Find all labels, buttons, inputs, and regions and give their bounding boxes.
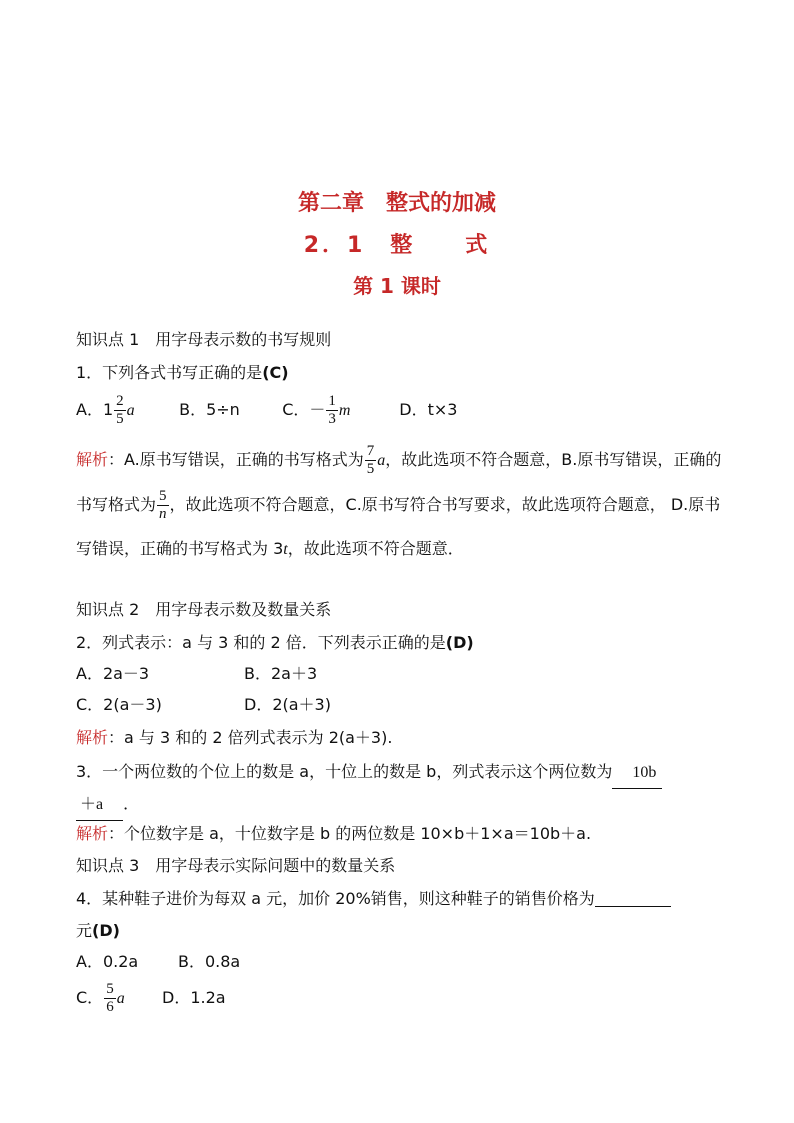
question-4-blank — [595, 890, 671, 907]
fraction-denominator: 3 — [328, 411, 336, 427]
variable: a — [116, 990, 125, 1007]
question-4-stem — [76, 889, 671, 909]
analysis-fraction-1 — [365, 443, 377, 478]
q1-option-a-fraction — [114, 393, 126, 428]
question-2-answer: (D) — [445, 633, 474, 652]
question-4-unit: 元 — [76, 921, 93, 940]
answer-text: 10b — [632, 764, 657, 781]
analysis-label: 解析 — [76, 728, 109, 747]
analysis-text: ：个位数字是 a，十位数字是 b 的两位数是 10×b＋1×a＝10b＋a. — [108, 824, 592, 843]
analysis-text: ：A.原书写错误，正确的书写格式为 — [108, 450, 364, 469]
knowledge-point-2: 知识点 2 用字母表示数及数量关系 — [76, 600, 332, 619]
question-2-stem — [76, 633, 474, 653]
q1-option-a — [76, 392, 174, 429]
q4-option-c-fraction — [104, 981, 116, 1016]
q4-option-c — [76, 979, 162, 1018]
fraction-denominator: n — [159, 506, 167, 522]
analysis-text: ，故此选项不符合题意． — [287, 539, 464, 558]
fraction-numerator: 5 — [106, 981, 114, 997]
variable: m — [338, 402, 351, 419]
question-4-stem-cont — [76, 921, 120, 941]
fraction-denominator: 5 — [366, 461, 375, 477]
q1-option-a-label: A．1 — [76, 400, 114, 419]
analysis-text: ，故此选项不符合题意，B.原书写错误，正确的书写格式为 — [76, 450, 722, 514]
question-3-answer-blank — [612, 757, 662, 789]
question-4-answer: (D) — [92, 921, 120, 940]
chapter-title: 第二章 整式的加减 — [297, 191, 496, 216]
question-3-analysis — [76, 824, 591, 844]
fraction-denominator: 5 — [116, 411, 124, 427]
sentence-end: ． — [123, 794, 140, 813]
fraction-numerator: 1 — [328, 393, 336, 409]
question-2-options-row-1 — [76, 664, 317, 684]
q1-option-d: D．t×3 — [399, 400, 458, 419]
q4-option-c-label: C． — [76, 988, 104, 1007]
variable: a — [126, 402, 135, 419]
variable: a — [377, 452, 386, 469]
knowledge-point-1: 知识点 1 用字母表示数的书写规则 — [76, 330, 332, 349]
fraction-numerator: 2 — [116, 393, 124, 409]
question-1-answer: (C) — [262, 363, 289, 382]
q1-option-c-fraction — [326, 393, 338, 428]
analysis-fraction-2 — [157, 488, 169, 523]
question-2-text: 2．列式表示：a 与 3 和的 2 倍．下列表示正确的是 — [76, 633, 446, 652]
section-title: 2．1 整 式 — [303, 233, 491, 258]
question-1-analysis — [76, 438, 724, 572]
q2-option-d: D．2(a＋3) — [244, 695, 331, 714]
question-1-options — [76, 392, 457, 429]
q4-option-b: B．0.8a — [178, 952, 241, 971]
question-4-text: 4．某种鞋子进价为每双 a 元，加价 20%销售，则这种鞋子的销售价格为 — [76, 889, 595, 908]
question-2-analysis — [76, 728, 392, 748]
question-4-options-row-2 — [76, 979, 226, 1018]
fraction-numerator: 5 — [159, 488, 167, 504]
question-1-text: 1．下列各式书写正确的是 — [76, 363, 263, 382]
analysis-text: ，故此选项不符合题意，C.原书写符合书写要求，故此选项符合题意， D.原书写错误，正确的书写格式为 3 — [76, 495, 721, 558]
q2-option-c: C．2(a－3) — [76, 695, 162, 714]
variable: t — [283, 541, 288, 558]
question-1-stem — [76, 363, 289, 383]
analysis-text: ：a 与 3 和的 2 倍列式表示为 2(a＋3). — [108, 728, 393, 747]
answer-text: ＋a — [80, 796, 104, 813]
lesson-title: 第 1 课时 — [353, 274, 441, 298]
question-4-options-row-1 — [76, 952, 240, 972]
question-3 — [76, 757, 724, 821]
fraction-denominator: 6 — [106, 999, 114, 1015]
q2-option-b: B．2a＋3 — [244, 664, 318, 683]
q1-option-c — [282, 392, 394, 429]
fraction-numerator: 7 — [366, 443, 375, 459]
analysis-label: 解析 — [76, 824, 109, 843]
q1-option-b: B．5÷n — [179, 400, 240, 419]
question-3-answer-blank-cont — [76, 789, 123, 821]
question-2-options-row-2 — [76, 695, 331, 715]
q2-option-a: A．2a－3 — [76, 664, 150, 683]
q4-option-a: A．0.2a — [76, 952, 139, 971]
analysis-label: 解析 — [76, 450, 109, 469]
q4-option-d: D．1.2a — [162, 988, 226, 1007]
q1-option-c-label: C．－ — [282, 400, 326, 419]
question-3-text: 3．一个两位数的个位上的数是 a，十位上的数是 b，列式表示这个两位数为 — [76, 762, 613, 781]
knowledge-point-3: 知识点 3 用字母表示实际问题中的数量关系 — [76, 856, 396, 875]
